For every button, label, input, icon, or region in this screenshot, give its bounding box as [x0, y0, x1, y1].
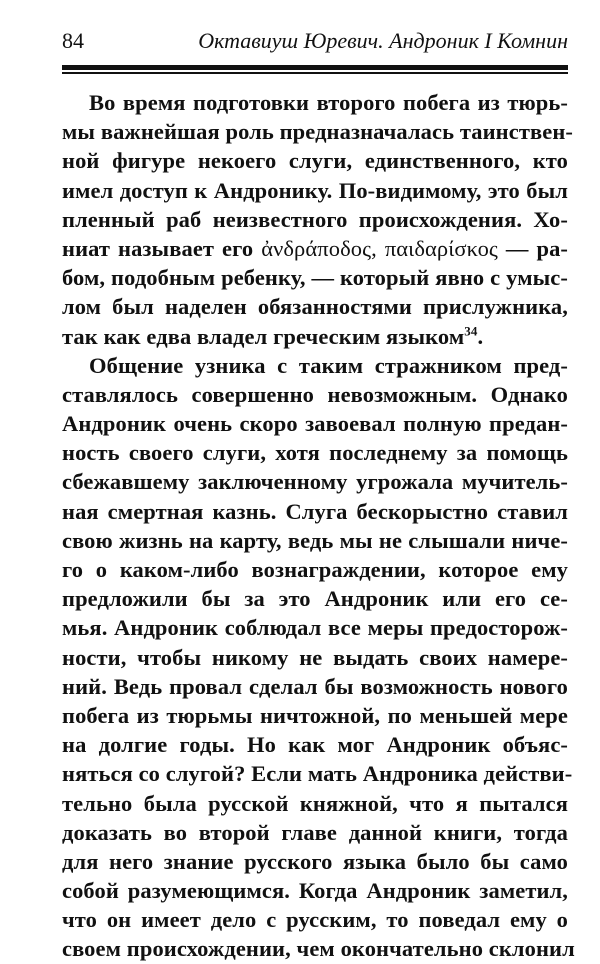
text-line: Андроник очень скоро завоевал полную предан- [62, 411, 568, 437]
page-number: 84 [62, 28, 84, 53]
running-header [62, 28, 568, 56]
text-line: мья. Андроник соблюдал все меры предосторож- [62, 615, 568, 641]
running-title: Октавиуш Юревич. Андроник I Комнин [198, 28, 568, 53]
paragraph-1 [62, 88, 573, 351]
text-line: го о каком-либо вознаграждении, которое ему [62, 557, 568, 582]
text-line-greek [62, 234, 568, 263]
text-line: ной фигуре некоего слуги, единственного, кто [62, 148, 568, 174]
text-line [62, 322, 568, 351]
greek-words: ἀνδράποδος, παιδαρίσκος [261, 235, 498, 261]
footnote-ref[interactable]: 34 [464, 323, 478, 338]
header-rule-thin [62, 72, 568, 74]
text: так как едва владел греческим языком [62, 323, 465, 349]
text-line: ность своего слуги, хотя последнему за помощь [62, 440, 568, 466]
text-line: побега из тюрьмы ничтожной, по меньшей мере [62, 702, 568, 728]
text-line: доказать во второй главе данной книги, тогда [62, 819, 568, 845]
text-line: Во время подготовки второго побега из тюрь- [89, 90, 568, 115]
text: — ра- [497, 235, 569, 261]
text-line: мы важнейшая роль предназначалась таинствен- [62, 119, 573, 145]
text-line: лом был наделен обязанностями прислужника, [62, 294, 568, 320]
text-line: пленный раб неизвестного происхождения. Хо- [62, 206, 568, 232]
text-line: няться со слугой? Если мать Андроника действи- [62, 761, 573, 787]
text-line: ставлялось совершенно невозможным. Однако [62, 381, 568, 407]
text-line: предложили бы за это Андроник или его се- [62, 586, 568, 612]
text-line: имел доступ к Андронику. По-видимому, это был [62, 177, 568, 203]
text-line: собой разумеющимся. Когда Андроник заметил, [62, 878, 568, 904]
text: ниат называет его [62, 235, 262, 261]
text-line: свою жизнь на карту, ведь мы не слышали ниче- [62, 527, 568, 553]
text-line: ности, чтобы никому не выдать своих намере- [62, 644, 568, 670]
text-line: ная смертная казнь. Слуга бескорыстно ставил [62, 498, 568, 524]
text-line: бом, подобным ребенку, — который явно с умыс- [62, 265, 568, 291]
text-line: ний. Ведь провал сделал бы возможность нового [62, 673, 568, 699]
header-rule-thick [62, 65, 568, 70]
text: . [477, 323, 484, 349]
text-line: для него знание русского языка было бы само [62, 848, 568, 874]
page-body [62, 88, 575, 964]
text-line: сбежавшему заключенному угрожала мучитель- [62, 469, 568, 495]
text-line: на долгие годы. Но как мог Андроник объяс- [62, 732, 568, 758]
text-line: Общение узника с таким стражником пред- [89, 352, 568, 378]
text-line: тельно была русской княжной, что я пытался [62, 790, 568, 816]
text-line: что он имеет дело с русским, то поведал ему о [62, 907, 568, 933]
text-line: своем происхождении, чем окончательно склонил [62, 936, 575, 962]
